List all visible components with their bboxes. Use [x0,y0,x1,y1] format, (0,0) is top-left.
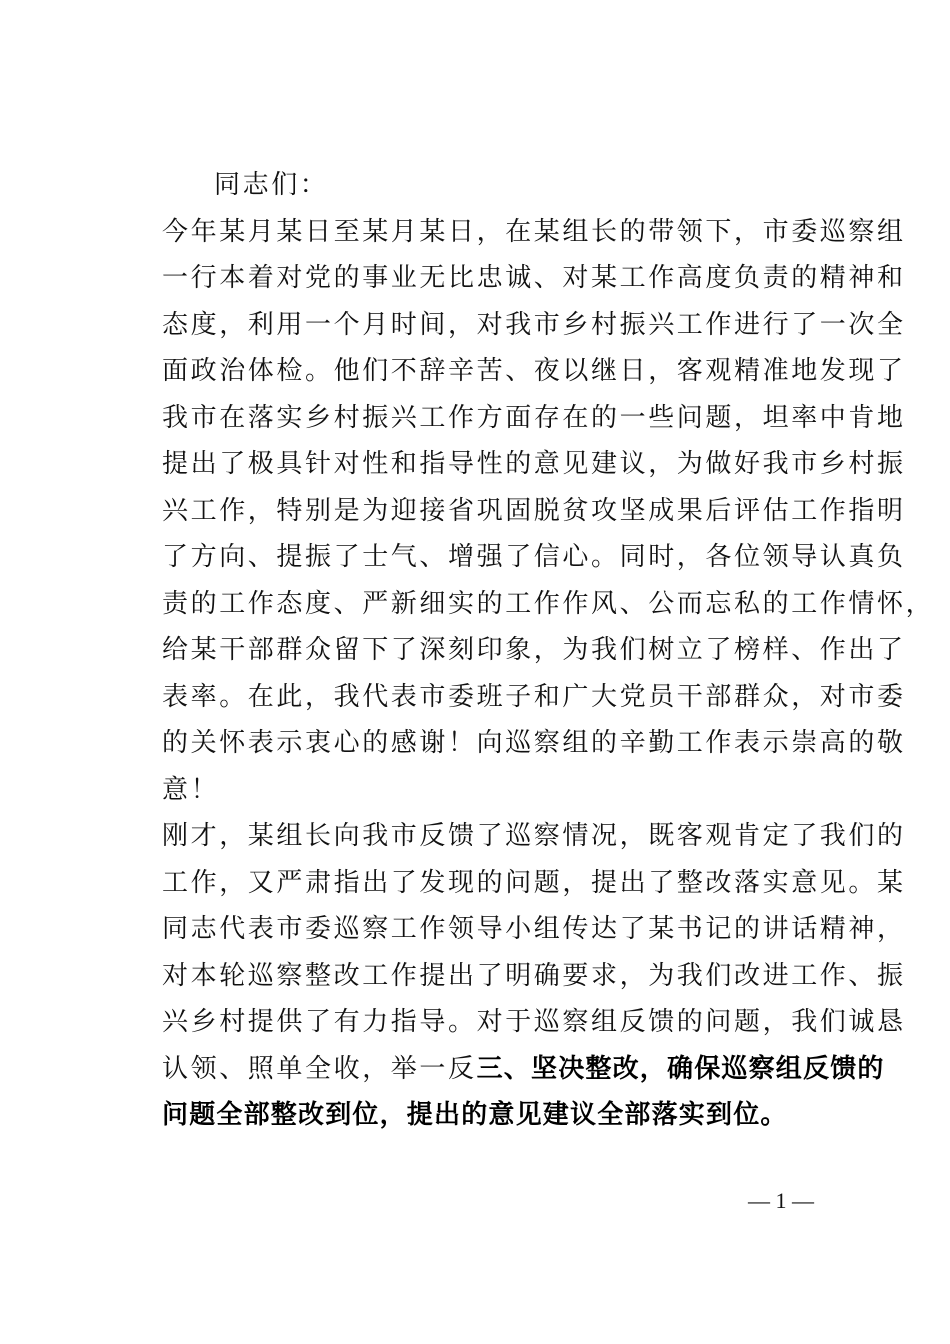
section-heading-segment: 三、坚决整改，确保巡察组反馈的 [476,1053,885,1084]
paragraph1-line: 给某干部群众留下了深刻印象，为我们树立了榜样、作出了 [162,635,906,665]
paragraph2-line: 兴乡村提供了有力指导。对于巡察组反馈的问题，我们诚恳 [162,1007,906,1037]
paragraph2-line: 刚才，某组长向我市反馈了巡察情况，既客观肯定了我们的 [162,821,906,851]
section-heading-line: 问题全部整改到位，提出的意见建议全部落实到位。 [162,1100,788,1130]
document-body [162,162,935,1139]
paragraph2-line: 工作，又严肃指出了发现的问题，提出了整改落实意见。某 [162,867,906,898]
paragraph1-line: 意！ [162,774,220,805]
paragraph1-line: 兴工作，特别是为迎接省巩固脱贫攻坚成果后评估工作指明 [162,495,906,526]
paragraph1-line: 的关怀表示衷心的感谢！向巡察组的辛勤工作表示崇高的敬 [162,728,906,758]
paragraph1-line: 面政治体检。他们不辞辛苦、夜以继日，客观精准地发现了 [162,356,906,386]
greeting: 同志们： [214,170,329,200]
paragraph2-line: 同志代表市委巡察工作领导小组传达了某书记的讲话精神， [162,914,906,944]
paragraph1-line: 今年某月某日至某月某日，在某组长的带领下，市委巡察组 [162,216,906,247]
paragraph1-line: 一行本着对党的事业无比忠诚、对某工作高度负责的精神和 [162,263,906,293]
paragraph1-line: 我市在落实乡村振兴工作方面存在的一些问题，坦率中肯地 [162,402,906,433]
paragraph1-line: 了方向、提振了士气、增强了信心。同时，各位领导认真负 [162,542,906,572]
paragraph1-line: 责的工作态度、严新细实的工作作风、公而忘私的工作情怀， [162,588,935,619]
paragraph2-line: 对本轮巡察整改工作提出了明确要求，为我们改进工作、振 [162,960,906,991]
paragraph1-line: 表率。在此，我代表市委班子和广大党员干部群众，对市委 [162,681,906,712]
paragraph1-line: 态度，利用一个月时间，对我市乡村振兴工作进行了一次全 [162,309,906,340]
paragraph2-mixed-line [162,1046,885,1093]
paragraph1-line: 提出了极具针对性和指导性的意见建议，为做好我市乡村振 [162,449,906,479]
page-number: — 1 — [748,1188,814,1213]
paragraph2-normal-segment: 认领、照单全收，举一反 [162,1053,477,1084]
